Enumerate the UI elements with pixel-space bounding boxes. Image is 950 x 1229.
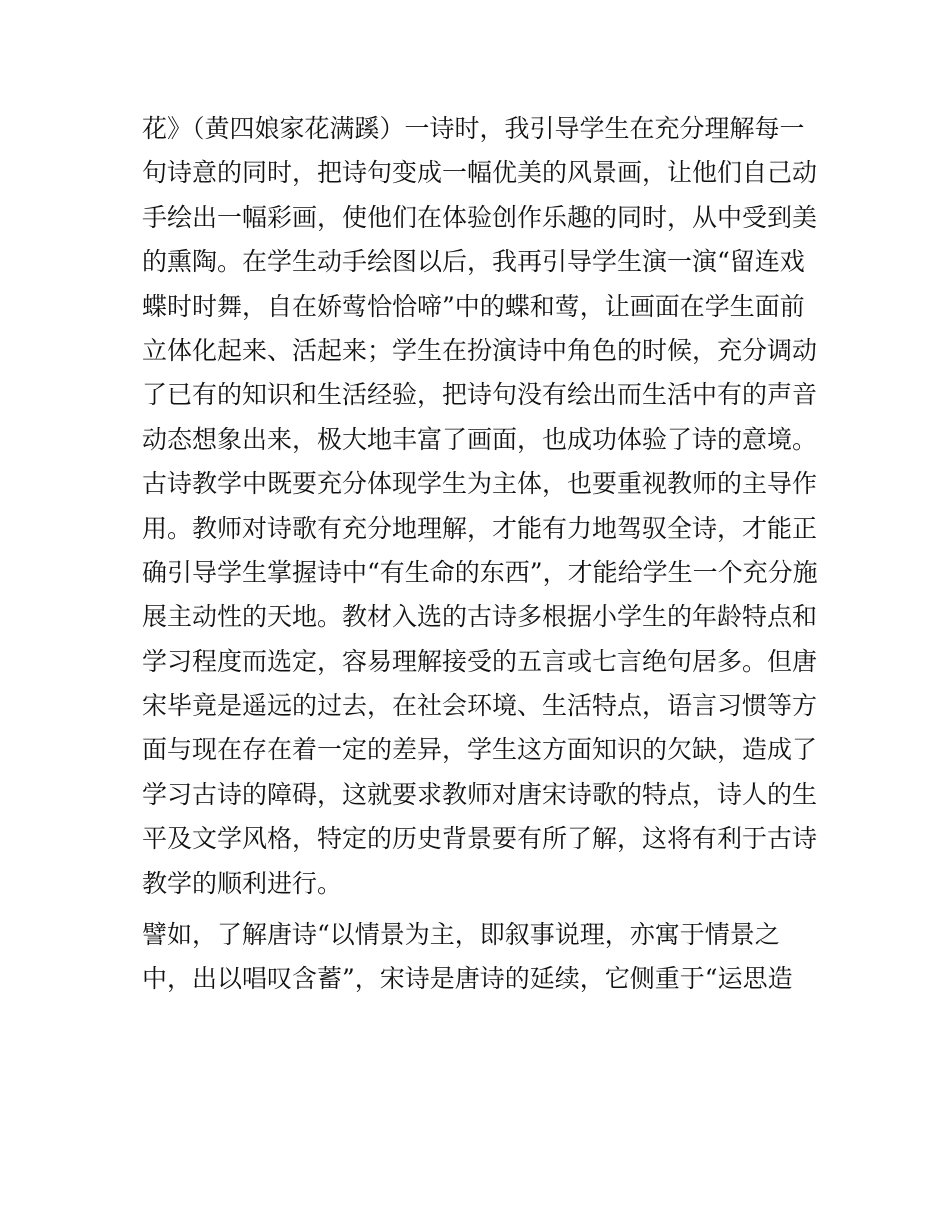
- text-line: 古诗教学中既要充分体现学生为主体，也要重视教师的主导作: [142, 469, 818, 499]
- text-line: 教学的顺利进行。: [142, 868, 343, 898]
- text-line: 学习古诗的障碍，这就要求教师对唐宋诗歌的特点，诗人的生: [142, 779, 818, 809]
- text-line: 面与现在存在着一定的差异，学生这方面知识的欠缺，造成了: [142, 735, 818, 765]
- paragraph: [142, 913, 822, 1002]
- paragraph: [142, 107, 822, 906]
- text-line: 立体化起来、活起来；学生在扮演诗中角色的时候，充分调动: [142, 335, 818, 365]
- paragraph-spacer: [142, 906, 822, 913]
- text-line: 确引导学生掌握诗中“有生命的东西”，才能给学生一个充分施: [142, 557, 818, 587]
- text-line: 学习程度而选定，容易理解接受的五言或七言绝句居多。但唐: [142, 646, 818, 676]
- body-text: [142, 107, 822, 1002]
- text-line: 手绘出一幅彩画，使他们在体验创作乐趣的同时，从中受到美: [142, 202, 818, 232]
- text-line: 宋毕竟是遥远的过去，在社会环境、生活特点，语言习惯等方: [142, 691, 818, 721]
- text-line: 的熏陶。在学生动手绘图以后，我再引导学生演一演“留连戏: [142, 247, 805, 277]
- text-line: 譬如，了解唐诗“以情景为主，即叙事说理，亦寓于情景之: [142, 920, 780, 950]
- text-line: 了已有的知识和生活经验，把诗句没有绘出而生活中有的声音: [142, 380, 818, 410]
- text-line: 展主动性的天地。教材入选的古诗多根据小学生的年龄特点和: [142, 602, 818, 632]
- text-line: 中，出以唱叹含蓄”，宋诗是唐诗的延续，它侧重于“运思造: [142, 964, 793, 994]
- text-line: 句诗意的同时，把诗句变成一幅优美的风景画，让他们自己动: [142, 158, 818, 188]
- text-line: 平及文学风格，特定的历史背景要有所了解，这将有利于古诗: [142, 824, 818, 854]
- text-line: 花》（黄四娘家花满蹊）一诗时，我引导学生在充分理解每一: [142, 114, 805, 143]
- text-line: 动态想象出来，极大地丰富了画面，也成功体验了诗的意境。: [142, 424, 818, 454]
- text-line: 蝶时时舞，自在娇莺恰恰啼”中的蝶和莺，让画面在学生面前: [142, 291, 805, 321]
- text-line: 用。教师对诗歌有充分地理解，才能有力地驾驭全诗，才能正: [142, 513, 818, 543]
